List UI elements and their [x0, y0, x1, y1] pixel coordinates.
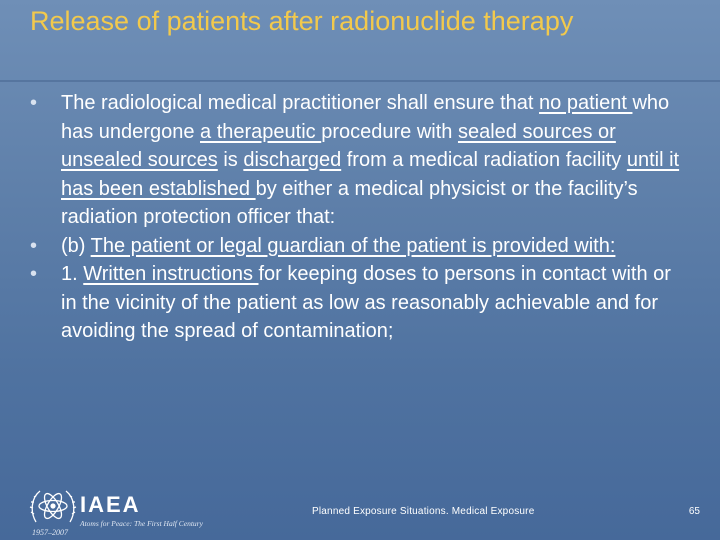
bullet-text: is	[217, 149, 244, 171]
slide-title: Release of patients after radionuclide therapy	[30, 6, 574, 36]
underlined-text: until it has been established	[61, 149, 680, 200]
underlined-text: Written instructions	[83, 263, 259, 285]
title-divider	[0, 80, 720, 82]
bullet-text: The radiological medical practitioner shall ensure that	[61, 92, 540, 114]
logo-name: IAEA	[80, 492, 141, 517]
bullet-text: (b)	[61, 234, 91, 257]
bullet-text: who has undergone	[61, 92, 670, 143]
iaea-logo	[28, 484, 228, 540]
bullet-text: procedure with	[321, 120, 458, 143]
underlined-text: no patient	[539, 92, 633, 114]
underlined-text: discharged	[243, 149, 342, 171]
bullet-item-2	[30, 232, 685, 261]
logo-tagline: Atoms for Peace: The First Half Century	[80, 519, 203, 528]
bullet-text: by either a medical physicist or the facility’s radiation protection officer that:	[61, 177, 638, 228]
iaea-emblem-icon	[28, 484, 78, 534]
underlined-text: The patient or legal guardian of the patient is provided with:	[90, 234, 616, 257]
bullet-list	[30, 89, 685, 346]
bullet-text: from a medical radiation facility	[341, 149, 627, 171]
bullet-item-3	[30, 260, 685, 346]
bullet-text: for keeping doses to persons in contact with or in the vicinity of the patient as low as reasonably achievable and for avoiding the spread of contamination;	[61, 263, 671, 342]
underlined-text: sealed sources or unsealed sources	[61, 120, 616, 171]
page-number: 65	[688, 506, 700, 517]
logo-years: 1957–2007	[32, 528, 68, 537]
bullet-text: 1.	[61, 263, 84, 285]
underlined-text: a therapeutic	[200, 120, 322, 143]
bullet-item-1	[30, 89, 685, 232]
footer-text: Planned Exposure Situations. Medical Exposure	[312, 506, 535, 517]
